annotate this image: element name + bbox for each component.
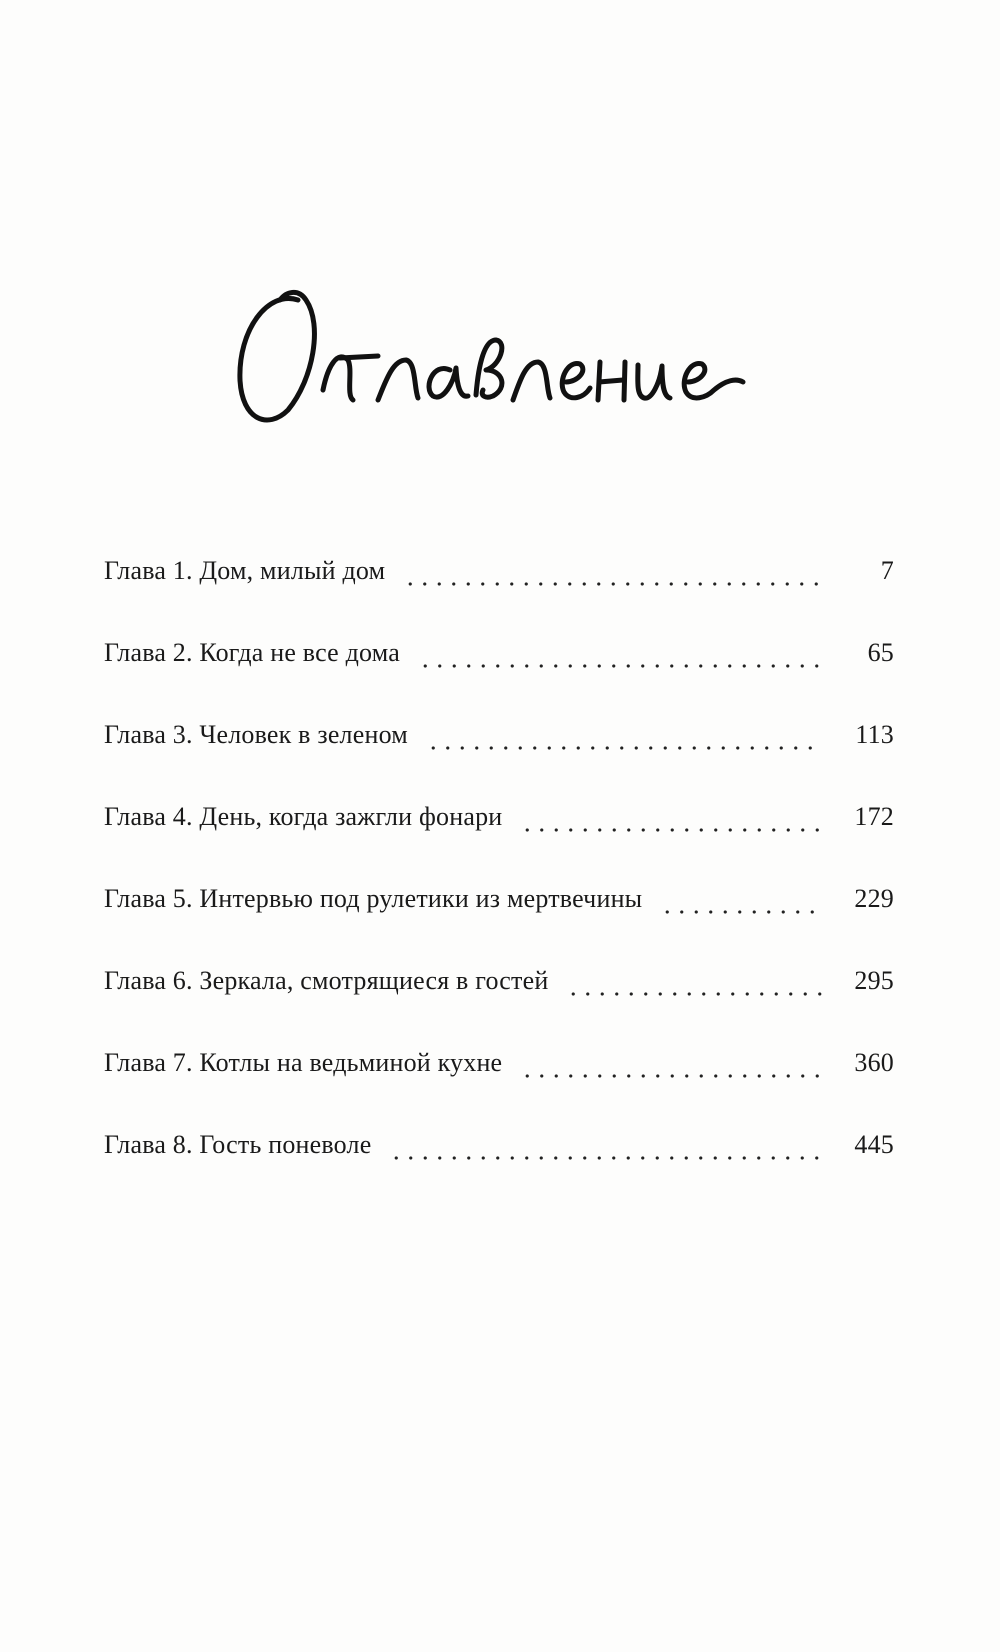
toc-entry-title: Глава 1. Дом, милый дом: [104, 556, 386, 585]
toc-entry-4[interactable]: [104, 801, 894, 883]
toc-entry-page: 172: [854, 802, 894, 831]
toc-entry-page: 295: [854, 966, 894, 995]
toc-entry-title: Глава 2. Когда не все дома: [104, 638, 400, 667]
toc-entry-6[interactable]: [104, 965, 894, 1047]
toc-entry-page: 229: [854, 884, 894, 913]
leader-dots: [418, 638, 822, 670]
toc-entry-title: Глава 3. Человек в зеленом: [104, 720, 408, 749]
leader-dots: [403, 556, 822, 588]
toc-entry-8[interactable]: [104, 1129, 894, 1211]
toc-entry-page: 7: [880, 556, 894, 585]
leader-dots: [520, 1048, 822, 1080]
toc-entry-1[interactable]: [104, 555, 894, 637]
toc-entry-2[interactable]: [104, 637, 894, 719]
toc-entry-page: 360: [854, 1048, 894, 1077]
handwritten-title-logo: [228, 270, 758, 470]
toc-entry-title: Глава 6. Зеркала, смотрящиеся в гостей: [104, 966, 549, 995]
toc-entry-3[interactable]: [104, 719, 894, 801]
leader-dots: [389, 1130, 822, 1162]
leader-dots: [426, 720, 822, 752]
leader-dots: [520, 802, 822, 834]
page-heading-handwritten: [228, 270, 758, 470]
leader-dots: [566, 966, 822, 998]
toc-entry-page: 113: [855, 720, 894, 749]
toc-entry-7[interactable]: [104, 1047, 894, 1129]
toc-entry-title: Глава 5. Интервью под рулетики из мертвечины: [104, 884, 643, 913]
leader-dots: [660, 884, 822, 916]
toc-entry-5[interactable]: [104, 883, 894, 965]
table-of-contents: [104, 555, 894, 1211]
toc-entry-page: 65: [867, 638, 894, 667]
toc-entry-title: Глава 4. День, когда зажгли фонари: [104, 802, 503, 831]
toc-entry-title: Глава 7. Котлы на ведьминой кухне: [104, 1048, 503, 1077]
toc-entry-title: Глава 8. Гость поневоле: [104, 1130, 372, 1159]
toc-entry-page: 445: [854, 1130, 894, 1159]
